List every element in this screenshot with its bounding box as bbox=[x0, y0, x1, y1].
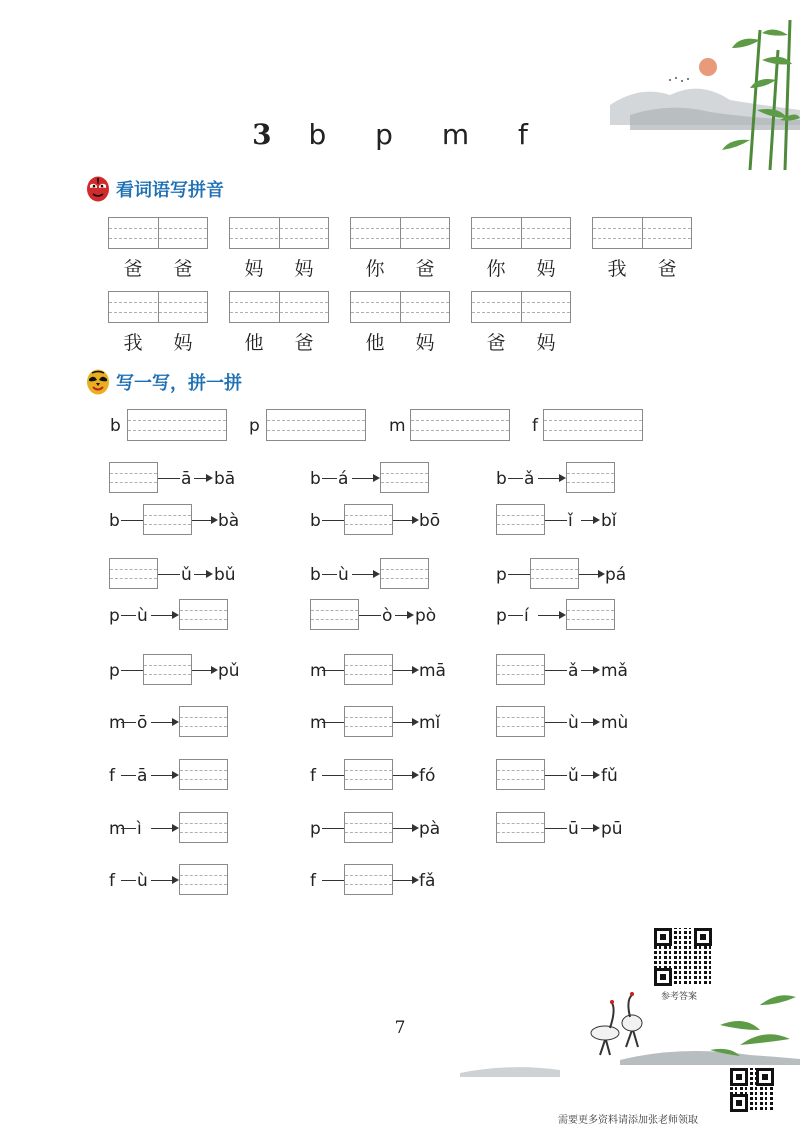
syllable-label: pá bbox=[605, 565, 627, 585]
initial-label: m bbox=[310, 661, 327, 681]
pinyin-writing-box[interactable] bbox=[471, 291, 571, 323]
connector-line bbox=[322, 722, 344, 723]
initial-label: p bbox=[496, 606, 507, 626]
arrow-right-icon bbox=[538, 478, 564, 479]
arrow-right-icon bbox=[581, 828, 598, 829]
letter-writing-box[interactable] bbox=[266, 409, 366, 441]
syllable-writing-box[interactable] bbox=[179, 812, 228, 843]
arrow-right-icon bbox=[151, 615, 177, 616]
word-char: 他 bbox=[244, 332, 264, 354]
initial-label: m bbox=[109, 819, 126, 839]
footer-note: 需要更多资料请添加张老师领取 bbox=[558, 1115, 698, 1126]
letter-writing-box[interactable] bbox=[543, 409, 643, 441]
word-char: 妈 bbox=[173, 332, 193, 354]
initial-label: p bbox=[109, 661, 120, 681]
arrow-right-icon bbox=[581, 775, 598, 776]
word-char: 你 bbox=[365, 258, 385, 280]
word-chars bbox=[592, 254, 692, 281]
connector-line bbox=[322, 478, 337, 479]
syllable-writing-box[interactable] bbox=[566, 462, 615, 493]
arrow-right-icon bbox=[393, 670, 417, 671]
arrow-right-icon bbox=[151, 828, 177, 829]
title-letter: b bbox=[308, 118, 335, 151]
vowel-writing-box[interactable] bbox=[530, 558, 579, 589]
pinyin-writing-box[interactable] bbox=[350, 217, 450, 249]
initial-label: b bbox=[310, 511, 321, 531]
arrow-right-icon bbox=[151, 880, 177, 881]
connector-line bbox=[158, 574, 180, 575]
arrow-right-icon bbox=[352, 574, 378, 575]
initial-writing-box[interactable] bbox=[496, 706, 545, 737]
arrow-right-icon bbox=[581, 520, 598, 521]
page-number: 7 bbox=[394, 1018, 406, 1038]
letter-p: p bbox=[249, 416, 260, 436]
pinyin-writing-box[interactable] bbox=[108, 217, 208, 249]
syllable-label: bǔ bbox=[214, 565, 236, 585]
initial-label: p bbox=[310, 819, 321, 839]
initial-label: b bbox=[496, 469, 507, 489]
word-char: 他 bbox=[365, 332, 385, 354]
syllable-label: bǐ bbox=[601, 511, 617, 531]
syllable-label: pǔ bbox=[218, 661, 240, 681]
word-char: 妈 bbox=[244, 258, 264, 280]
letter-b: b bbox=[110, 416, 121, 436]
connector-line bbox=[508, 574, 530, 575]
letter-writing-box[interactable] bbox=[410, 409, 510, 441]
word-char: 爸 bbox=[415, 258, 435, 280]
vowel-writing-box[interactable] bbox=[344, 706, 393, 737]
initial-writing-box[interactable] bbox=[496, 654, 545, 685]
initial-label: b bbox=[310, 565, 321, 585]
pinyin-writing-box[interactable] bbox=[471, 217, 571, 249]
vowel-writing-box[interactable] bbox=[344, 864, 393, 895]
initial-writing-box[interactable] bbox=[496, 504, 545, 535]
connector-line bbox=[121, 880, 136, 881]
word-char: 妈 bbox=[415, 332, 435, 354]
pinyin-writing-box[interactable] bbox=[592, 217, 692, 249]
section-heading-label: 看词语写拼音 bbox=[116, 180, 224, 201]
connector-line bbox=[322, 828, 344, 829]
vowel-label: ù bbox=[568, 713, 579, 733]
connector-line bbox=[121, 520, 143, 521]
syllable-label: bō bbox=[419, 511, 441, 531]
arrow-right-icon bbox=[393, 880, 417, 881]
connector-line bbox=[121, 775, 136, 776]
vowel-label: ō bbox=[137, 713, 148, 733]
syllable-label: mǎ bbox=[601, 661, 628, 681]
vowel-label: ǎ bbox=[524, 469, 535, 489]
initial-label: m bbox=[310, 713, 327, 733]
word-chars bbox=[471, 328, 571, 355]
syllable-label: pò bbox=[415, 606, 437, 626]
syllable-writing-box[interactable] bbox=[179, 706, 228, 737]
syllable-writing-box[interactable] bbox=[566, 599, 615, 630]
initial-writing-box[interactable] bbox=[109, 462, 158, 493]
syllable-writing-box[interactable] bbox=[179, 759, 228, 790]
word-chars bbox=[108, 254, 208, 281]
word-char: 我 bbox=[123, 332, 143, 354]
arrow-right-icon bbox=[194, 574, 211, 575]
connector-line bbox=[322, 775, 344, 776]
syllable-label: mǐ bbox=[419, 713, 441, 733]
initial-label: m bbox=[109, 713, 126, 733]
arrow-right-icon bbox=[393, 722, 417, 723]
qr-caption: 参考答案 bbox=[661, 992, 698, 1002]
word-char: 爸 bbox=[173, 258, 193, 280]
vowel-label: ǔ bbox=[181, 565, 192, 585]
vowel-writing-box[interactable] bbox=[344, 812, 393, 843]
connector-line bbox=[121, 828, 136, 829]
connector-line bbox=[359, 615, 381, 616]
initial-label: p bbox=[496, 565, 507, 585]
arrow-right-icon bbox=[395, 615, 412, 616]
connector-line bbox=[545, 775, 567, 776]
title-letter: f bbox=[518, 118, 536, 151]
word-chars bbox=[229, 328, 329, 355]
vowel-label: ā bbox=[181, 469, 192, 489]
qr-code-icon[interactable] bbox=[654, 928, 712, 986]
syllable-label: mù bbox=[601, 713, 629, 733]
syllable-label: fǔ bbox=[601, 766, 618, 786]
arrow-right-icon bbox=[192, 670, 216, 671]
syllable-label: bà bbox=[218, 511, 240, 531]
syllable-label: fó bbox=[419, 766, 436, 786]
vowel-label: ù bbox=[137, 606, 148, 626]
syllable-writing-box[interactable] bbox=[179, 599, 228, 630]
arrow-right-icon bbox=[581, 722, 598, 723]
letter-writing-box[interactable] bbox=[127, 409, 227, 441]
connector-line bbox=[545, 520, 567, 521]
syllable-writing-box[interactable] bbox=[179, 864, 228, 895]
vowel-label: á bbox=[338, 469, 349, 489]
word-char: 妈 bbox=[294, 258, 314, 280]
lesson-number: 3 bbox=[252, 118, 272, 151]
section-heading-label: 写一写，拼一拼 bbox=[116, 373, 242, 394]
letter-m: m bbox=[389, 416, 406, 436]
connector-line bbox=[121, 670, 143, 671]
initial-label: b bbox=[310, 469, 321, 489]
pinyin-writing-box[interactable] bbox=[229, 217, 329, 249]
vowel-writing-box[interactable] bbox=[143, 654, 192, 685]
arrow-right-icon bbox=[192, 520, 216, 521]
vowel-label: ā bbox=[137, 766, 148, 786]
vowel-writing-box[interactable] bbox=[344, 654, 393, 685]
connector-line bbox=[508, 615, 523, 616]
lesson-title bbox=[0, 118, 800, 151]
vowel-label: ǎ bbox=[568, 661, 579, 681]
word-char: 你 bbox=[486, 258, 506, 280]
word-char: 爸 bbox=[123, 258, 143, 280]
word-char: 爸 bbox=[657, 258, 677, 280]
connector-line bbox=[158, 478, 180, 479]
arrow-right-icon bbox=[352, 478, 378, 479]
initial-writing-box[interactable] bbox=[310, 599, 359, 630]
word-char: 爸 bbox=[486, 332, 506, 354]
pinyin-writing-box[interactable] bbox=[350, 291, 450, 323]
vowel-writing-box[interactable] bbox=[344, 759, 393, 790]
connector-line bbox=[545, 670, 567, 671]
syllable-label: pū bbox=[601, 819, 623, 839]
word-chars bbox=[350, 254, 450, 281]
vowel-label: ù bbox=[338, 565, 349, 585]
vowel-label: ǐ bbox=[568, 511, 573, 531]
vowel-label: ù bbox=[137, 871, 148, 891]
vowel-label: ì bbox=[137, 819, 142, 839]
word-char: 爸 bbox=[294, 332, 314, 354]
vowel-label: ū bbox=[568, 819, 579, 839]
initial-label: p bbox=[109, 606, 120, 626]
syllable-writing-box[interactable] bbox=[380, 462, 429, 493]
connector-line bbox=[322, 520, 344, 521]
word-char: 妈 bbox=[536, 332, 556, 354]
contact-qr-code-icon[interactable] bbox=[730, 1068, 774, 1112]
opera-mask-red-icon bbox=[86, 176, 110, 202]
word-char: 我 bbox=[607, 258, 627, 280]
initial-label: f bbox=[109, 766, 115, 786]
letter-f: f bbox=[532, 416, 538, 436]
connector-line bbox=[121, 615, 136, 616]
arrow-right-icon bbox=[579, 574, 603, 575]
pinyin-writing-box[interactable] bbox=[108, 291, 208, 323]
arrow-right-icon bbox=[538, 615, 564, 616]
arrow-right-icon bbox=[581, 670, 598, 671]
initial-label: b bbox=[109, 511, 120, 531]
syllable-label: mā bbox=[419, 661, 446, 681]
pinyin-writing-box[interactable] bbox=[229, 291, 329, 323]
vowel-label: ǔ bbox=[568, 766, 579, 786]
syllable-label: bā bbox=[214, 469, 236, 489]
vowel-writing-box[interactable] bbox=[143, 504, 192, 535]
arrow-right-icon bbox=[194, 478, 211, 479]
initial-writing-box[interactable] bbox=[109, 558, 158, 589]
word-chars bbox=[108, 328, 208, 355]
vowel-label: ò bbox=[382, 606, 393, 626]
connector-line bbox=[121, 722, 136, 723]
arrow-right-icon bbox=[151, 722, 177, 723]
title-letter: p bbox=[375, 118, 401, 151]
syllable-label: pà bbox=[419, 819, 441, 839]
word-char: 妈 bbox=[536, 258, 556, 280]
connector-line bbox=[322, 880, 344, 881]
word-chars bbox=[229, 254, 329, 281]
syllable-writing-box[interactable] bbox=[380, 558, 429, 589]
connector-line bbox=[322, 574, 337, 575]
section-heading-words bbox=[86, 176, 224, 202]
vowel-writing-box[interactable] bbox=[344, 504, 393, 535]
initial-writing-box[interactable] bbox=[496, 759, 545, 790]
connector-line bbox=[322, 670, 344, 671]
section-heading-write-spell bbox=[86, 369, 242, 395]
word-chars bbox=[471, 254, 571, 281]
opera-mask-yellow-icon bbox=[86, 369, 110, 395]
arrow-right-icon bbox=[151, 775, 177, 776]
initial-label: f bbox=[109, 871, 115, 891]
initial-writing-box[interactable] bbox=[496, 812, 545, 843]
title-letter: m bbox=[441, 118, 478, 151]
syllable-label: fǎ bbox=[419, 871, 436, 891]
arrow-right-icon bbox=[393, 828, 417, 829]
lesson-letters bbox=[296, 118, 547, 151]
vowel-label: í bbox=[524, 606, 529, 626]
arrow-right-icon bbox=[393, 775, 417, 776]
word-chars bbox=[350, 328, 450, 355]
connector-line bbox=[508, 478, 523, 479]
connector-line bbox=[545, 828, 567, 829]
initial-label: f bbox=[310, 871, 316, 891]
arrow-right-icon bbox=[393, 520, 417, 521]
initial-label: f bbox=[310, 766, 316, 786]
connector-line bbox=[545, 722, 567, 723]
